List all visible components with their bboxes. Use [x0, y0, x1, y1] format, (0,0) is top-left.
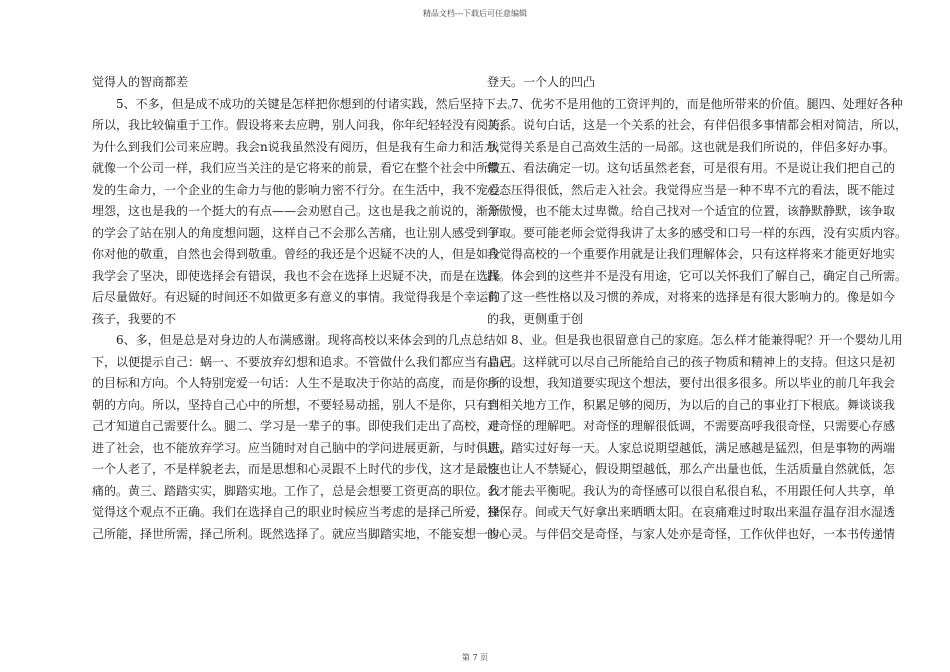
text-line: 就像一个公司一样，我们应当关注的是它将来的前景，看它在整个社会中所散: [92, 161, 501, 175]
text-line: 有了这一些性格以及习惯的养成，对将来的选择是有很大影响力的。像是如今: [487, 290, 896, 304]
text-line: 争取。要可能老师会觉得我讲了太多的感受和口号一样的东西，没有实质内容。: [487, 225, 908, 240]
text-line: 进了社会，也不能放弃学习。应当随时对自己脑中的学问进展更新，与时俱进。: [92, 440, 513, 455]
text-line: 么才能去平衡呢。我认为的奇怪感可以很自私很自私，不用跟任何人共享，单: [487, 483, 896, 498]
text-line: 到相关地方工作，积累足够的阅历，为以后的自己的事业打下根底。舞谈谈我: [487, 397, 896, 412]
text-line: 分傲慢，也不能太过卑微。给自己找对一个适宜的位置，该静默静默，该争取: [487, 204, 896, 218]
text-line: 发的生命力，一个企业的生命力与他的影响力密不行分。在生活中，我不宠爱: [92, 182, 501, 197]
text-line: 我学会了坚决，即使选择会有错误，我也不会在选择上迟疑不决，而是在选择: [92, 268, 501, 283]
text-line: 的心灵。与伴侣交是奇怪，与家人处亦是奇怪，工作伙伴也好，一本书传递情: [487, 526, 896, 541]
text-line: 下，以便提示自己：蜗一、不要放弃幻想和追求。不管做什么我们都应当有自己: [92, 354, 513, 369]
text-line: 心态压得很低，然后走入社会。我觉得应当是一种不卑不亢的看法，既不能过: [487, 182, 896, 197]
text-line: 为什么到我们公司来应聘。我会n说我虽然没有阅历，但是我有生命力和活力，: [92, 139, 508, 154]
text-line: 的目标和方向。个人特别宠爱一句话：人生不是取决于你站的高度，而是你所: [92, 376, 501, 390]
text-line: 一个人老了，不是样貌老去，而是思想和心灵跟不上时代的步伐，这才是最哀: [92, 462, 501, 476]
text-line: 我觉得关系是自己高效生活的一局部。这也就是我们所说的，伴侣多好办事。: [487, 139, 896, 154]
text-line: 觉得人的智商都差: [92, 75, 189, 89]
text-line: 后尽量做好。有迟疑的时间还不如做更多有意义的事情。我觉得我是个幸运的: [92, 290, 501, 304]
text-line: 恩，踏实过好每一天。人家总说期望越低，满足感越是猛烈，但是事物的两端: [487, 440, 896, 455]
text-line: 蝶五、看法确定一切。这句话虽然老套，可是很有用。不是说让我们把自己的: [487, 161, 896, 175]
text-line: 步的设想，我知道要实现这个想法，要付出很多很多。所以毕业的前几年我会: [487, 376, 896, 390]
text-line: 痛的。黄三、踏踏实实，脚踏实地。工作了，总是会想要工资更高的职位。我: [92, 483, 501, 498]
text-line: 的我，更侧重于创: [487, 311, 584, 326]
page-header: 精品文档---下载后可任意编辑: [422, 9, 528, 18]
text-line: 孩子，我要的不: [92, 311, 177, 326]
text-line: 对奇怪的理解吧。对奇怪的理解很低调，不需要高呼我很奇怪，只需要心存感: [487, 419, 896, 433]
left-column: [92, 72, 520, 545]
text-line: 你对他的敬重，自然也会得到敬重。曾经的我还是个迟疑不决的人，但是如今: [92, 247, 501, 261]
page-number: 第 7 页: [461, 653, 489, 662]
text-line: 8、业。但是我也很留意自己的家庭。怎么样才能兼得呢？开一个婴幼儿用: [487, 333, 903, 347]
text-line: 性也让人不禁疑心，假设期望越低，那么产出量也低，生活质量自然就低，怎: [487, 462, 896, 476]
text-line: 己才知道自己需要什么。腿二、学习是一辈子的事。即使我们走出了高校，走: [92, 419, 501, 433]
text-line: 践。体会到的这些并不是没有用途，它可以关怀我们了解自己，确定自己所需。: [487, 268, 908, 283]
text-line: 朝的方向。所以，坚持自己心中的所想，不要轻易动摇，别人不是你，只有自: [92, 397, 501, 412]
text-line: 觉得这个观点不正确。我们在选择自己的职业时候应当考虑的是择己所爱，择: [92, 505, 501, 519]
text-line: 5、不多，但是成不成功的关键是怎样把你想到的付诸实践，然后坚持下去。: [92, 96, 520, 111]
text-line: 6、多，但是总是对身边的人布满感谢。现将高校以来体会到的几点总结如: [92, 333, 508, 347]
text-line: 所以，我比较偏重于工作。假设将来去应聘，别人问我，你年纪轻轻没有阅历，: [92, 118, 513, 132]
right-column: [487, 72, 907, 545]
text-line: 7、优劣不是用他的工资评判的，而是他所带来的价值。腿四、处理好各种: [487, 96, 903, 111]
text-line: 埋怨，这也是我的一个挺大的有点——会劝慰自己。这也是我之前说的，渐渐: [92, 204, 501, 218]
text-line: 独保存。间或天气好拿出来晒晒太阳。在哀痛难过时取出来温存温存泪水湿透: [487, 505, 896, 519]
text-line: 登天。一个人的凹凸: [487, 75, 596, 89]
text-line: 的学会了站在别人的角度想问题，这样自己不会那么苦痛，也让别人感受到了: [92, 225, 501, 240]
text-line: 己所能，择世所需，择己所利。既然选择了。就应当脚踏实地，不能妄想一步: [92, 526, 501, 541]
text-line: 品店。这样就可以尽自己所能给自己的孩子物质和精神上的支持。但这只是初: [487, 354, 896, 369]
text-line: 关系。说句白话，这是一个关系的社会，有伴侣很多事情都会相对简洁，所以，: [487, 118, 908, 132]
text-line: 我觉得高校的一个重要作用就是让我们理解体会，只有这样将来才能更好地实: [487, 247, 896, 261]
